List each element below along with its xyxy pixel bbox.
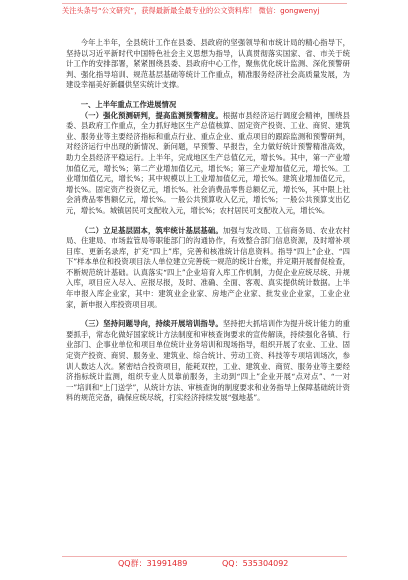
paragraph-forecast bbox=[66, 111, 350, 217]
footer-divider bbox=[62, 556, 347, 557]
document-body bbox=[66, 38, 350, 404]
paragraph-foundation bbox=[66, 226, 350, 311]
page-footer bbox=[0, 558, 408, 574]
intro-paragraph: 今年上半年，全县统计工作在县委、县政府的坚强领导和市统计局的精心指导下，坚持以习近平新时代中国特色社会主义思想为指导，认真贯彻落实国家、省、市关于统计工作的安排部署，紧紧围绕县委、县政府中心工作，聚焦优化统计监测、深化预警研判、强化指导培训、规范基层基础等统计工作重点，精准服务经济社会高质量发展，为建设幸福美好新疆供坚实统计支撑。 bbox=[66, 38, 350, 90]
paragraph-training-lead: （三）坚持问题导向，持续开展培训指导。 bbox=[80, 319, 223, 329]
paragraph-foundation-body: 加强与发改局、工信商务局、农业农村局、住建局、市场监管局等职能部门的沟通协作，有效整合部门信息资源，及时增补项目库、更新名录库，扩充“四上”库，完善和核准统计信息资料。指导“四上”企业、“四下”样本单位和投资项目法人单位建立完善统一规范的统计台账，并定期开展督促检查，不断规范统计基础。认真落实“四上”企业培育入库工作机制，力促企业应统尽统、升规入库，项目应入尽入、应报尽报，及时、准确、全面、客观、真实提供统计数据。上半年申报入库企业家，其中：建筑业企业家、房地产企业家、批发业企业家，工业企业家，新申报入库投资项目项。 bbox=[66, 225, 350, 309]
header-divider bbox=[62, 3, 347, 4]
paragraph-training-body: 坚持把大抓培训作为提升统计能力的重要抓手，常态化做好国家统计方法制度和审核查询要求的宣传解读，持续强化各镇、行业部门、企事业单位和项目单位统计业务培训和现场指导，组织开展了农业、工业、固定资产投资、商贸、服务业、建筑业、综合统计、劳动工资、科技等专项培训场次，参训人数达人次。紧密结合投资项目，能耗双控，工业、建筑业、商贸、服务业等主要经济指标统计监测，组织专业人员靠前服务，主动到“四上”企业开展“点对点”、“一对一”培训和“上门送学”，从统计方法、审核查询的制度要求和业务指导上保障基础统计资料的规范完备，确保应统尽统，打实经济持续发展“强地基”。 bbox=[66, 319, 350, 403]
qq-group-number: QQ群：31991489 bbox=[118, 559, 188, 568]
page-header bbox=[0, 0, 408, 34]
paragraph-forecast-lead: （一）强化预测研判，提高监测预警精度。 bbox=[80, 110, 223, 120]
qq-number: QQ：535304092 bbox=[222, 559, 289, 568]
header-notice: 关注头条号“公文研究”，获得最新最全最专业的公文资料库！ 微信：gongwenyj bbox=[62, 6, 320, 15]
paragraph-forecast-body: 根据市县经济运行调度会精神，围绕县委、县政府工作重点，全力抓好地区生产总值核算、固定资产投资、工业、商贸、建筑业、服务业等主要经济指标和重点行业、重点企业、重点项目的跟踪监测和预警研判，对经济运行中出现的新情况、新问题，早预警、早报告，全力做好统计预警精准高效，助力全县经济平稳运行。上半年，完成地区生产总值亿元，增长%。其中，第一产业增加值亿元，增长%；第二产业增加值亿元，增长%；第三产业增加值亿元，增长%。工业增加值亿元，增长%；其中规模以上工业增加值亿元，增长%。建筑业增加值亿元，增长%。固定资产投资亿元，增长%。社会消费品零售总额亿元，增长%，其中限上社会消费品零售额亿元，增长%。一般公共预算收入亿元，增长%；一般公共预算支出亿元，增长%。城镇居民可支配收入元，增长%；农村居民可支配收入元，增长%。 bbox=[66, 110, 350, 215]
paragraph-training bbox=[66, 319, 350, 404]
section-heading: 一、上半年重点工作进展情况 bbox=[80, 99, 177, 109]
paragraph-foundation-lead: （二）立足基层固本，筑牢统计基层基础。 bbox=[80, 225, 223, 235]
